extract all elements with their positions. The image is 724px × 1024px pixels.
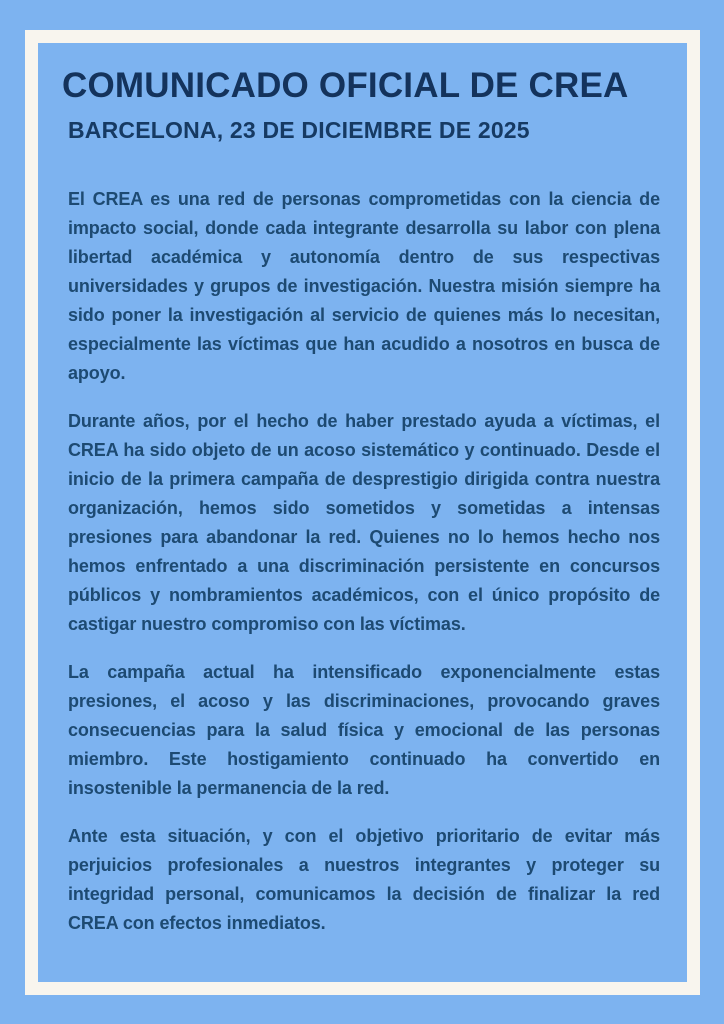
- dateline: BARCELONA, 23 DE DICIEMBRE DE 2025: [68, 117, 530, 143]
- document-content: [38, 43, 687, 938]
- page-title: COMUNICADO OFICIAL DE CREA: [62, 66, 629, 105]
- document-body: [62, 185, 660, 938]
- body-paragraph: Ante esta situación, y con el objetivo prioritario de evitar más perjuicios profesionales a nuestros integrantes y proteger su integridad personal, comunicamos la decisión de finalizar la red CREA con efectos inmediatos.: [68, 825, 660, 933]
- document-frame: [25, 30, 700, 995]
- body-paragraph: Durante años, por el hecho de haber prestado ayuda a víctimas, el CREA ha sido objeto de un acoso sistemático y continuado. Desde el inicio de la primera campaña de desprestigio dirigida contra nuestra organización, hemos sido sometidos y sometidas a intensas presiones para abandonar la red. Quienes no lo hemos hecho nos hemos enfrentado a una discriminación persistente en concursos públicos y nombramientos académicos, con el único propósito de castigar nuestro compromiso con las víctimas.: [68, 410, 660, 634]
- body-paragraph: La campaña actual ha intensificado exponencialmente estas presiones, el acoso y las discriminaciones, provocando graves consecuencias para la salud física y emocional de las personas miembro. Este hostigamiento continuado ha convertido en insostenible la permanencia de la red.: [68, 661, 660, 798]
- body-paragraph: El CREA es una red de personas comprometidas con la ciencia de impacto social, donde cada integrante desarrolla su labor con plena libertad académica y autonomía dentro de sus respectivas universidades y grupos de investigación. Nuestra misión siempre ha sido poner la investigación al servicio de quienes más lo necesitan, especialmente las víctimas que han acudido a nosotros en busca de apoyo.: [68, 188, 660, 383]
